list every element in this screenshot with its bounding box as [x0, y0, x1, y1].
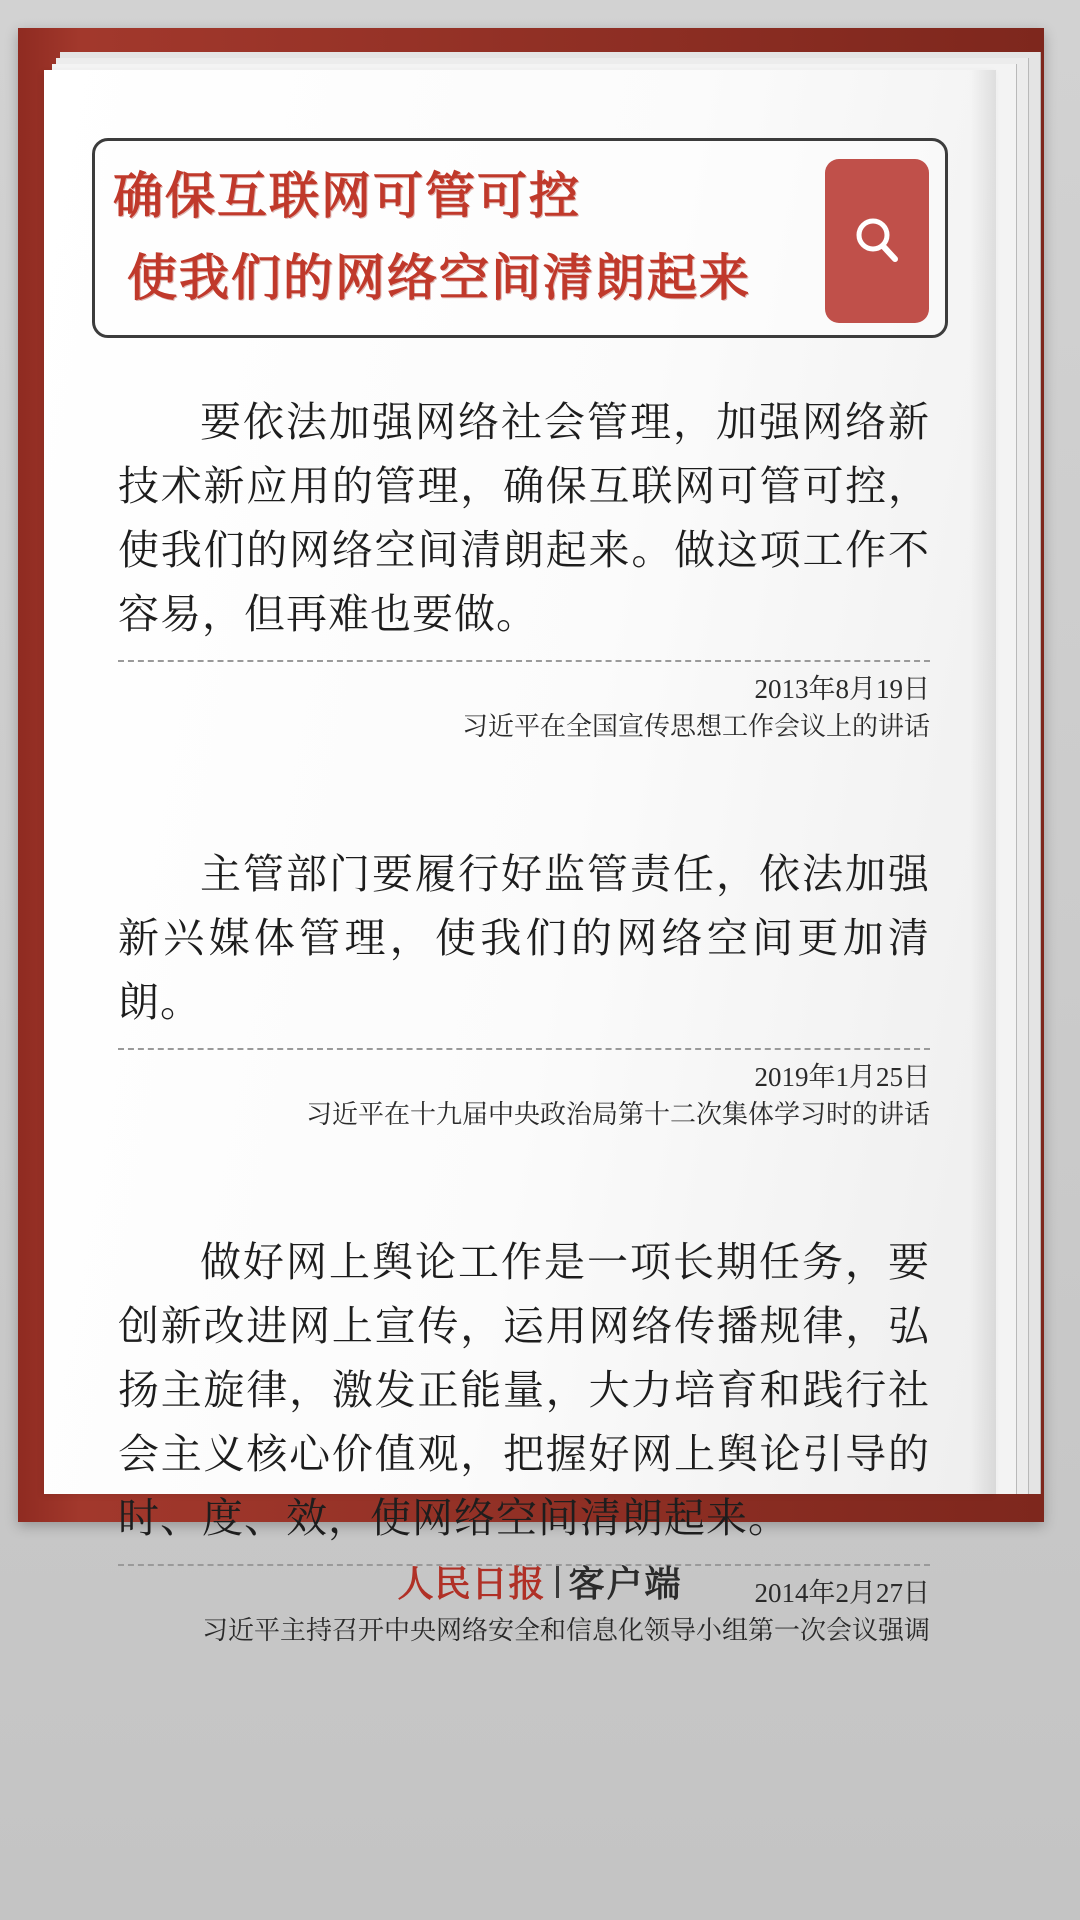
- title-text: [113, 155, 751, 319]
- quote-source: 习近平在十九届中央政治局第十二次集体学习时的讲话: [305, 1100, 930, 1129]
- title-line-1: 确保互联网可管可控: [113, 167, 581, 225]
- quote-source: 习近平在全国宣传思想工作会议上的讲话: [461, 712, 930, 741]
- quote-date: 2013年8月19日: [754, 674, 930, 704]
- quote-attribution: [118, 1058, 930, 1134]
- title-box: [92, 138, 948, 338]
- quote-item: [118, 390, 930, 746]
- footer: [0, 1556, 1080, 1607]
- brand-mark: 人民日报: [397, 1564, 546, 1605]
- quote-date: 2014年2月27日: [754, 1578, 930, 1608]
- title-line-2: 使我们的网络空间清朗起来: [127, 249, 751, 307]
- quote-source: 习近平主持召开中央网络安全和信息化领导小组第一次会议强调: [201, 1616, 930, 1645]
- quote-divider: [118, 1048, 930, 1050]
- quote-list: [118, 390, 930, 1650]
- brand-separator: [556, 1566, 559, 1598]
- brand-name: 客户端: [568, 1564, 683, 1605]
- quote-text: 主管部门要履行好监管责任，依法加强新兴媒体管理，使我们的网络空间更加清朗。: [118, 851, 930, 1025]
- quote-text: 做好网上舆论工作是一项长期任务，要创新改进网上宣传，运用网络传播规律，弘扬主旋律，激发正能量，大力培育和践行社会主义核心价值观，把握好网上舆论引导的时、度、效，使网络空间清朗起来。: [118, 1239, 930, 1541]
- quote-attribution: [118, 670, 930, 746]
- search-icon[interactable]: [825, 159, 929, 323]
- quote-item: [118, 842, 930, 1134]
- quote-text: 要依法加强网络社会管理，加强网络新技术新应用的管理，确保互联网可管可控，使我们的网络空间清朗起来。做这项工作不容易，但再难也要做。: [118, 399, 930, 637]
- brand-logo: [397, 1556, 682, 1607]
- quote-divider: [118, 660, 930, 662]
- quote-date: 2019年1月25日: [754, 1062, 930, 1092]
